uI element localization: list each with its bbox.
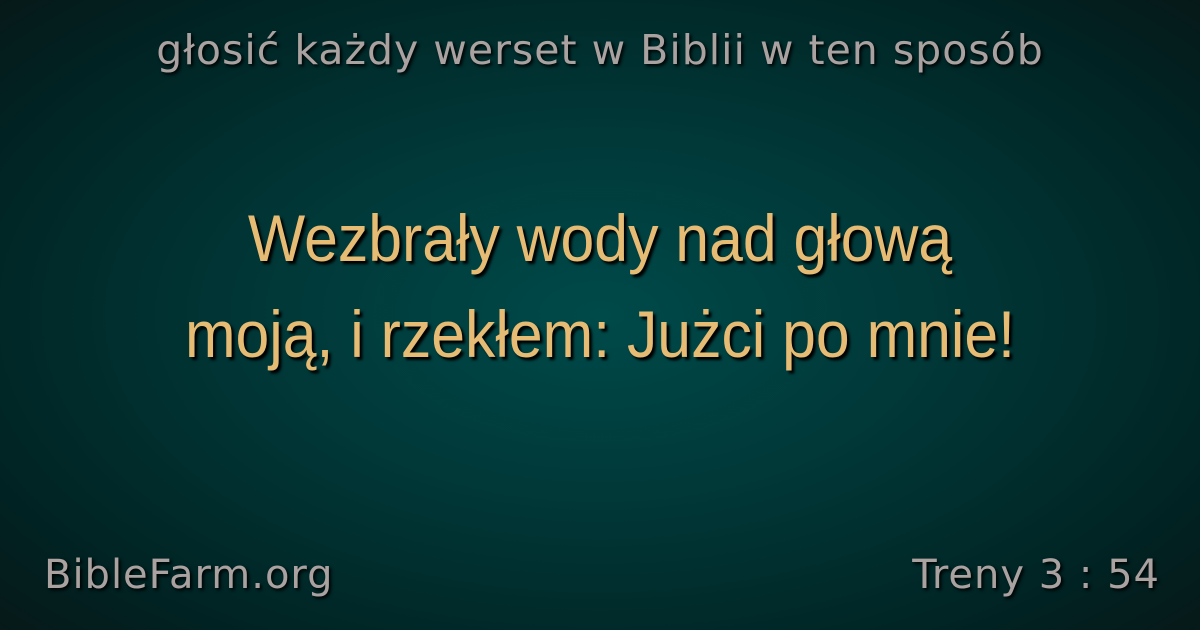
verse-text: [76, 190, 1125, 382]
site-name: BibleFarm.org: [44, 552, 334, 598]
header-tagline: głosić każdy werset w Biblii w ten sposób: [156, 26, 1044, 74]
verse-line-2: moją, i rzekłem: Jużci po mnie!: [184, 297, 1016, 371]
verse-reference: Treny 3 : 54: [912, 552, 1160, 598]
verse-line-1: Wezbrały wody nad głową: [247, 201, 953, 275]
